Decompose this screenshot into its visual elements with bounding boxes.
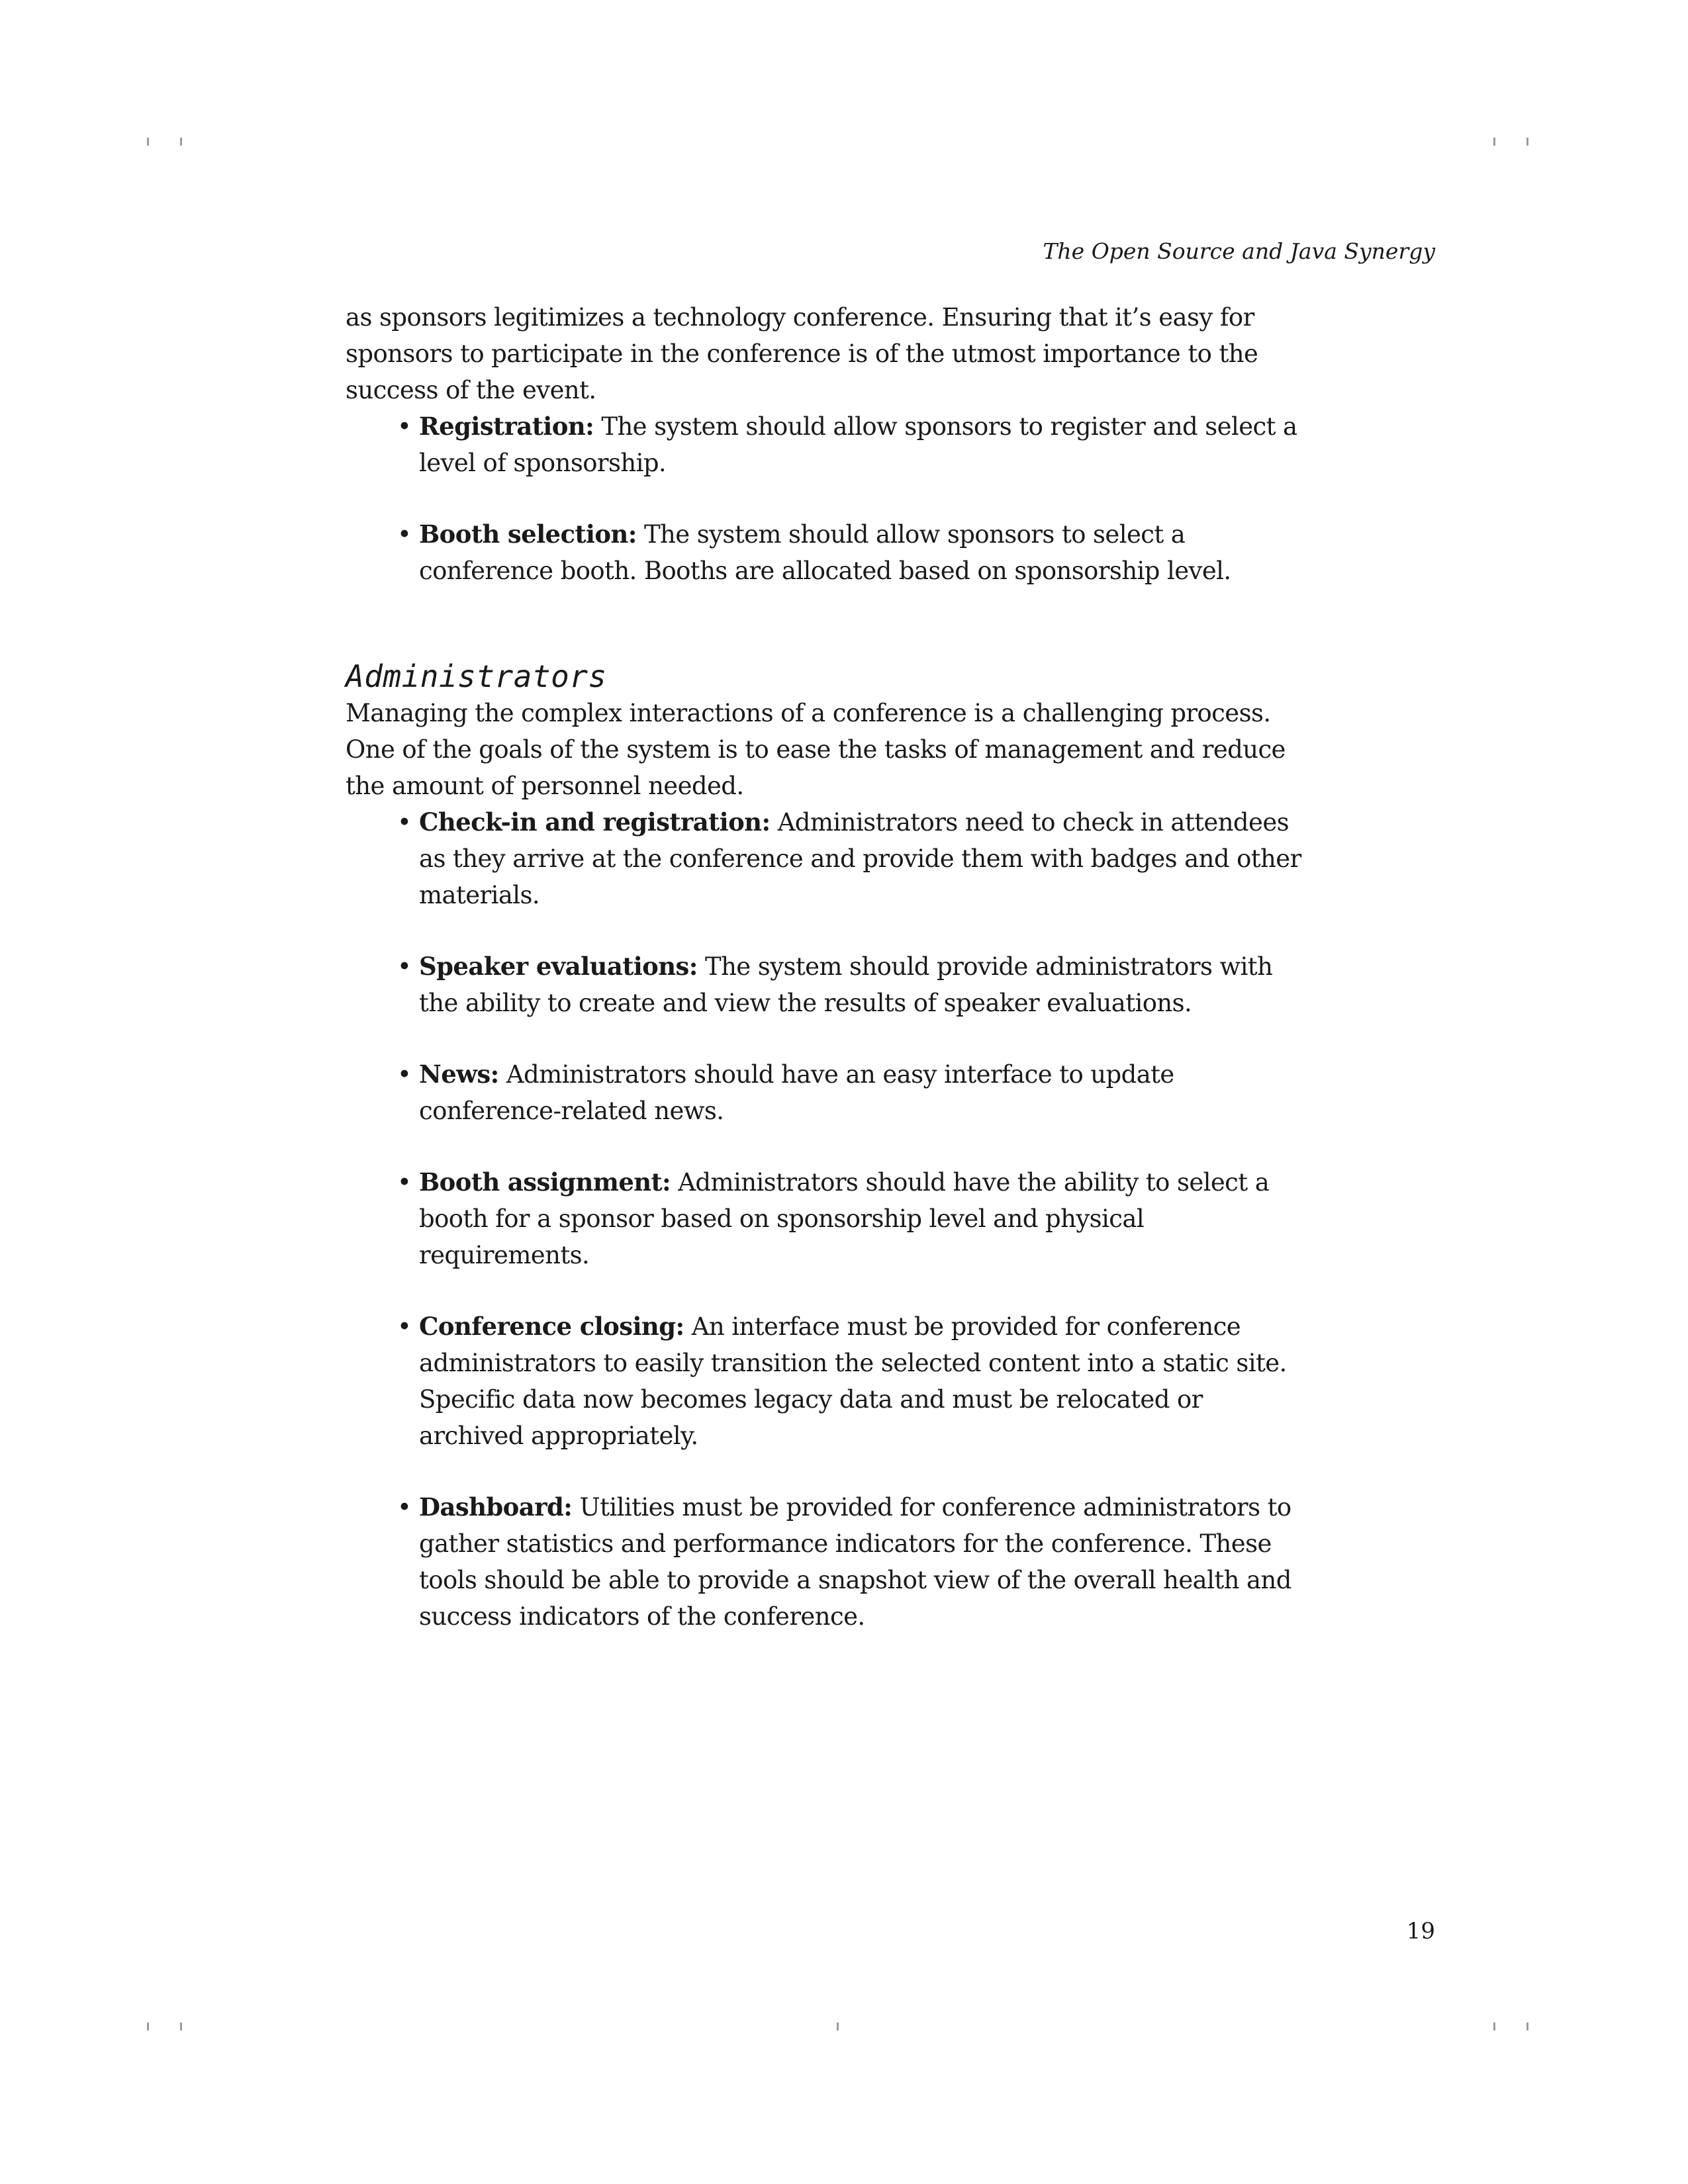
crop-mark-bottom-left-outer	[147, 2023, 149, 2030]
list-item-term: Booth selection:	[419, 520, 637, 549]
list-item-text: Administrators need to check in attendees as they arrive at the conference and provide them with badges and other materials.	[419, 808, 1301, 909]
page-number: 19	[1406, 1918, 1435, 1944]
bullet-glyph: •	[397, 1493, 412, 1522]
list-item-text: Administrators should have the ability to select a booth for a sponsor based on sponsorship level and physical requirements.	[419, 1168, 1270, 1269]
list-item-term: News:	[419, 1060, 499, 1089]
crop-mark-top-right-inner	[1493, 138, 1495, 146]
administrator-requirements-list	[346, 804, 1305, 1635]
list-item-text: Utilities must be provided for conference administrators to gather statistics and performance indicators for the conference. These tools should be able to provide a snapshot view of the overall health and success indicators of the conference.	[419, 1493, 1291, 1631]
list-item-term: Check-in and registration:	[419, 807, 771, 837]
list-item-text: Administrators should have an easy interface to update conference-related news.	[419, 1060, 1174, 1125]
list-item-text: An interface must be provided for conference administrators to easily transition the selected content into a static site. Specific data now becomes legacy data and must be relocated or archived appropriately.	[419, 1312, 1287, 1450]
administrators-intro-paragraph: Managing the complex interactions of a conference is a challenging process. One of the goals of the system is to ease the tasks of management and reduce the amount of personnel needed.	[346, 699, 1286, 800]
list-item-conference-closing	[346, 1308, 1305, 1454]
list-item-text: The system should allow sponsors to register and select a level of sponsorship.	[419, 412, 1297, 477]
bullet-glyph: •	[397, 952, 412, 981]
list-item-term: Dashboard:	[419, 1492, 573, 1522]
bullet-glyph: •	[397, 520, 412, 549]
list-item-booth-selection	[346, 516, 1305, 589]
list-item-term: Registration:	[419, 412, 594, 441]
crop-mark-bottom-left-inner	[180, 2023, 182, 2030]
bullet-glyph: •	[397, 808, 412, 837]
bullet-glyph: •	[397, 1060, 412, 1089]
page-body	[346, 299, 1305, 1635]
sponsor-requirements-list	[346, 408, 1305, 589]
list-item-text: The system should allow sponsors to select a conference booth. Booths are allocated based on sponsorship level.	[419, 520, 1231, 585]
crop-mark-bottom-right-inner	[1493, 2023, 1495, 2030]
intro-paragraph: as sponsors legitimizes a technology conference. Ensuring that it’s easy for sponsors to participate in the conference is of the utmost importance to the success of the event.	[346, 303, 1258, 404]
running-header-title: The Open Source and Java Synergy	[1043, 238, 1435, 264]
list-item-speaker-evaluations	[346, 948, 1305, 1021]
crop-mark-bottom-center	[837, 2023, 839, 2030]
crop-mark-bottom-right-outer	[1526, 2023, 1528, 2030]
crop-mark-top-right-outer	[1526, 138, 1528, 146]
bullet-glyph: •	[397, 1312, 412, 1341]
list-item-booth-assignment	[346, 1164, 1305, 1273]
list-item-term: Conference closing:	[419, 1312, 684, 1341]
section-heading-administrators: Administrators	[346, 659, 607, 694]
crop-mark-top-left-inner	[180, 138, 182, 146]
bullet-glyph: •	[397, 412, 412, 441]
list-item-news	[346, 1056, 1305, 1129]
list-item-term: Speaker evaluations:	[419, 952, 698, 981]
bullet-glyph: •	[397, 1168, 412, 1197]
list-item-check-in	[346, 804, 1305, 913]
list-item-term: Booth assignment:	[419, 1167, 671, 1197]
list-item-text: The system should provide administrators with the ability to create and view the results of speaker evaluations.	[419, 952, 1273, 1017]
list-item-registration	[346, 408, 1305, 481]
list-item-dashboard	[346, 1489, 1305, 1635]
crop-mark-top-left-outer	[147, 138, 149, 146]
